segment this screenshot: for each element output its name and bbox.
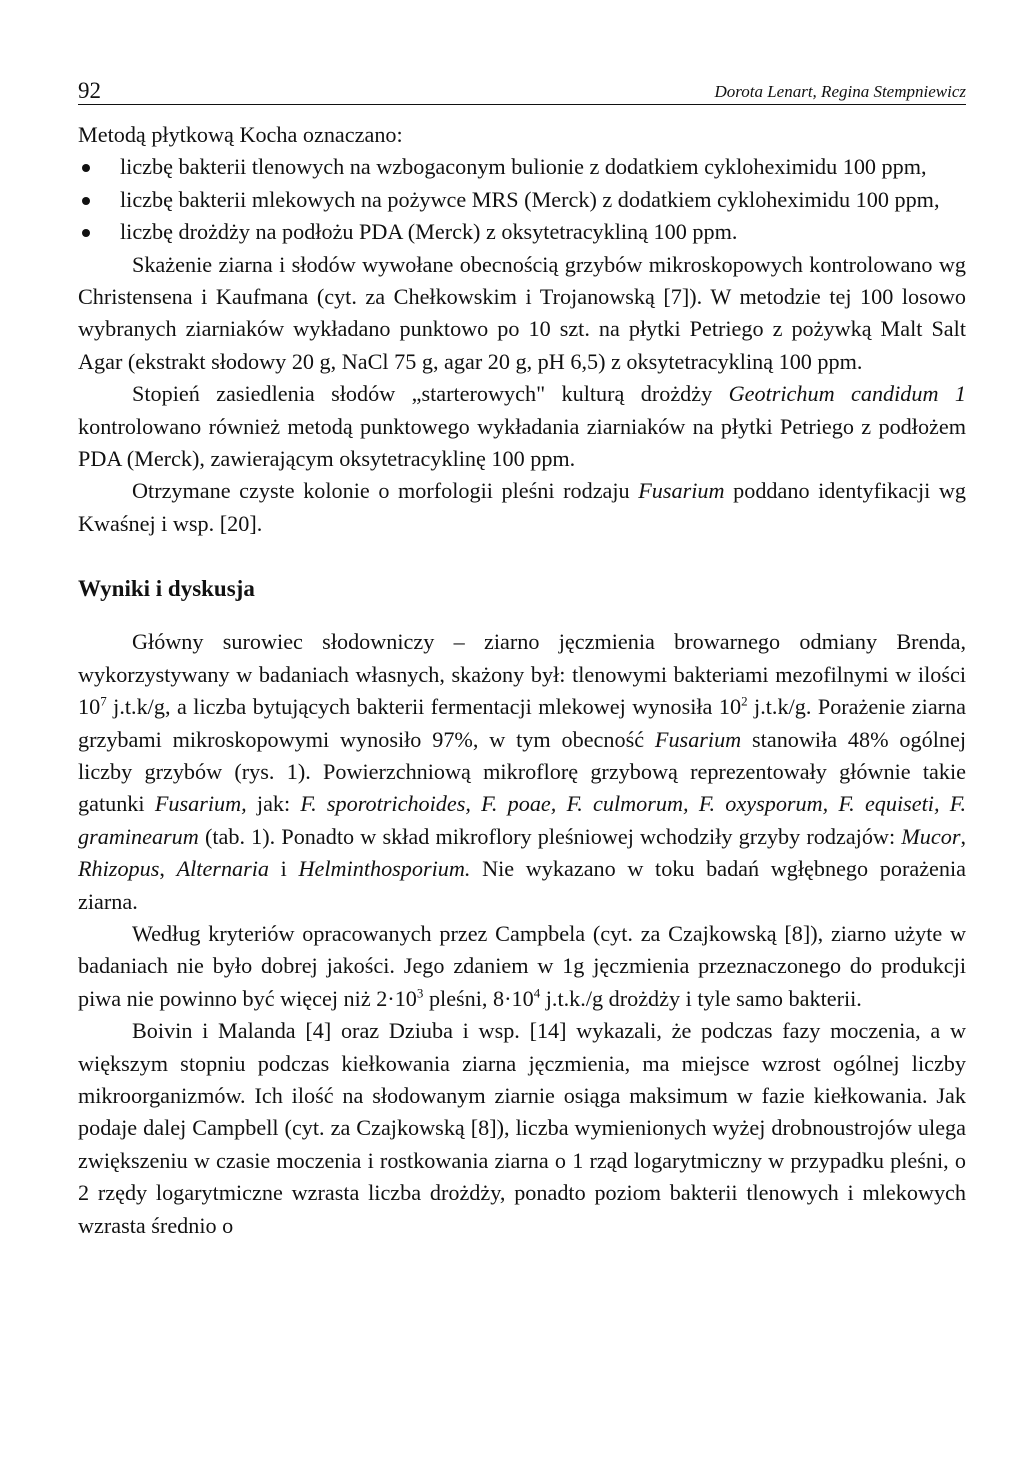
body-text — [78, 119, 966, 1242]
genus-name: Helminthosporium. — [298, 856, 471, 882]
genus-name: Fusarium, — [154, 791, 247, 817]
text-run: j.t.k/g, a liczba bytujących bakterii fermentacji mlekowej wynosiła 10 — [106, 694, 742, 720]
paragraph-starter-malts — [78, 378, 966, 475]
genus-name: Fusarium — [654, 726, 742, 752]
text-run: pleśni, 8·10 — [423, 985, 534, 1011]
text-run: (tab. 1). Ponadto w skład mikroflory pleśniowej wchodziły grzyby rodzajów: — [198, 823, 902, 849]
section-heading: Wyniki i dyskusja — [78, 576, 255, 602]
text-run: stanowiła 48% ogólnej liczby grzybów (rys. 1). Powierzchniową mikroflorę grzybową reprezentowały głównie takie gatunki — [78, 726, 966, 817]
text-run: j.t.k./g drożdży i tyle samo bakterii. — [540, 985, 862, 1011]
text-run: j.t.k/g. Porażenie ziarna grzybami mikroskopowymi wynosiło 97%, w tym obecność — [78, 694, 967, 752]
text-run: jak: — [246, 791, 301, 817]
text-run: Według kryteriów opracowanych przez Campbela (cyt. za Czajkowską [8]), ziarno użyte w badaniach nie było dobrej jakości. Jego zdaniem w 1g jęczmienia przeznaczonego do produkcji piwa nie powinno być więcej niż 2·10 — [78, 920, 966, 1011]
species-name: Geotrichum candidum 1 — [728, 381, 966, 407]
genus-name: Alternaria — [176, 856, 270, 882]
text-run: , — [159, 856, 177, 882]
exponent: 2 — [741, 693, 748, 709]
text-run: Nie wykazano w toku badań wgłębnego porażenia ziarna. — [78, 856, 966, 914]
text-run: , — [960, 823, 966, 849]
text-run: i — [269, 856, 299, 882]
methods-intro: Metodą płytkową Kocha oznaczano: — [78, 122, 403, 147]
running-head: Dorota Lenart, Regina Stempniewicz — [714, 82, 966, 101]
paragraph-quality-criteria — [78, 918, 966, 1015]
paragraph-contamination: Skażenie ziarna i słodów wywołane obecnością grzybów mikroskopowych kontrolowano wg Christensena i Kaufmana (cyt. za Chełkowskim i Trojanowską [7]). W metodzie tej 100 losowo wybranych ziarniaków wykładano punktowo po 10 szt. na płytki Petriego z pożywką Malt Salt Agar (ekstrakt słodowy 20 g, NaCl 75 g, agar 20 g, pH 6,5) z oksytetracykliną 100 ppm. — [78, 251, 966, 374]
paragraph-identification — [78, 475, 966, 540]
page-number: 92 — [78, 78, 101, 103]
methods-list — [78, 151, 966, 248]
methods-list-item: liczbę bakterii mlekowych na pożywce MRS (Merck) z dodatkiem cykloheximidu 100 ppm, — [78, 184, 966, 216]
paragraph-results — [78, 626, 966, 918]
text-run: kontrolowano również metodą punktowego wykładania ziarniaków na płytki Petriego z podłożem PDA (Merck), zawierającym oksytetracyklinę 100 ppm. — [78, 413, 966, 472]
text-run: Główny surowiec słodowniczy – ziarno jęczmienia browarnego odmiany Brenda, wykorzystywany w badaniach własnych, skażony był: tlenowymi bakteriami mezofilnymi w ilości 10 — [78, 629, 966, 720]
species-list: F. sporotrichoides, F. poae, F. culmorum, F. oxysporum, F. equiseti, F. graminearum — [78, 791, 966, 849]
genus-name: Fusarium — [638, 478, 725, 504]
exponent: 4 — [533, 985, 541, 1001]
genus-name: Mucor — [901, 823, 961, 849]
methods-list-item: liczbę bakterii tlenowych na wzbogaconym bulionie z dodatkiem cykloheximidu 100 ppm, — [78, 151, 966, 183]
text-run: Otrzymane czyste kolonie o morfologii pleśni rodzaju — [132, 478, 639, 504]
exponent: 7 — [100, 693, 107, 709]
page — [78, 76, 966, 1242]
text-run: poddano identyfikacji wg Kwaśnej i wsp. [20]. — [78, 478, 966, 536]
methods-list-item: liczbę drożdży na podłożu PDA (Merck) z oksytetracykliną 100 ppm. — [78, 216, 966, 248]
page-header — [78, 76, 966, 105]
paragraph-germination: Boivin i Malanda [4] oraz Dziuba i wsp. [14] wykazali, że podczas fazy moczenia, a w większym stopniu podczas kiełkowania ziarna jęczmienia, ma miejsce wzrost ogólnej liczby mikroorganizmów. Ich ilość na słodowanym ziarnie osiąga maksimum w fazie kiełkowania. Jak podaje dalej Campbell (cyt. za Czajkowską [8]), liczba wymienionych wyżej drobnoustrojów ulega zwiększeniu w czasie moczenia i rostkowania ziarna o 1 rząd logarytmiczny w przypadku pleśni, o 2 rzędy logarytmiczne wzrasta liczba drożdży, ponadto poziom bakterii tlenowych i mlekowych wzrasta średnio o — [78, 1018, 966, 1238]
exponent: 3 — [416, 985, 424, 1001]
genus-name: Rhizopus — [78, 856, 160, 882]
text-run: Stopień zasiedlenia słodów „starterowych" kulturą drożdży — [132, 381, 729, 407]
